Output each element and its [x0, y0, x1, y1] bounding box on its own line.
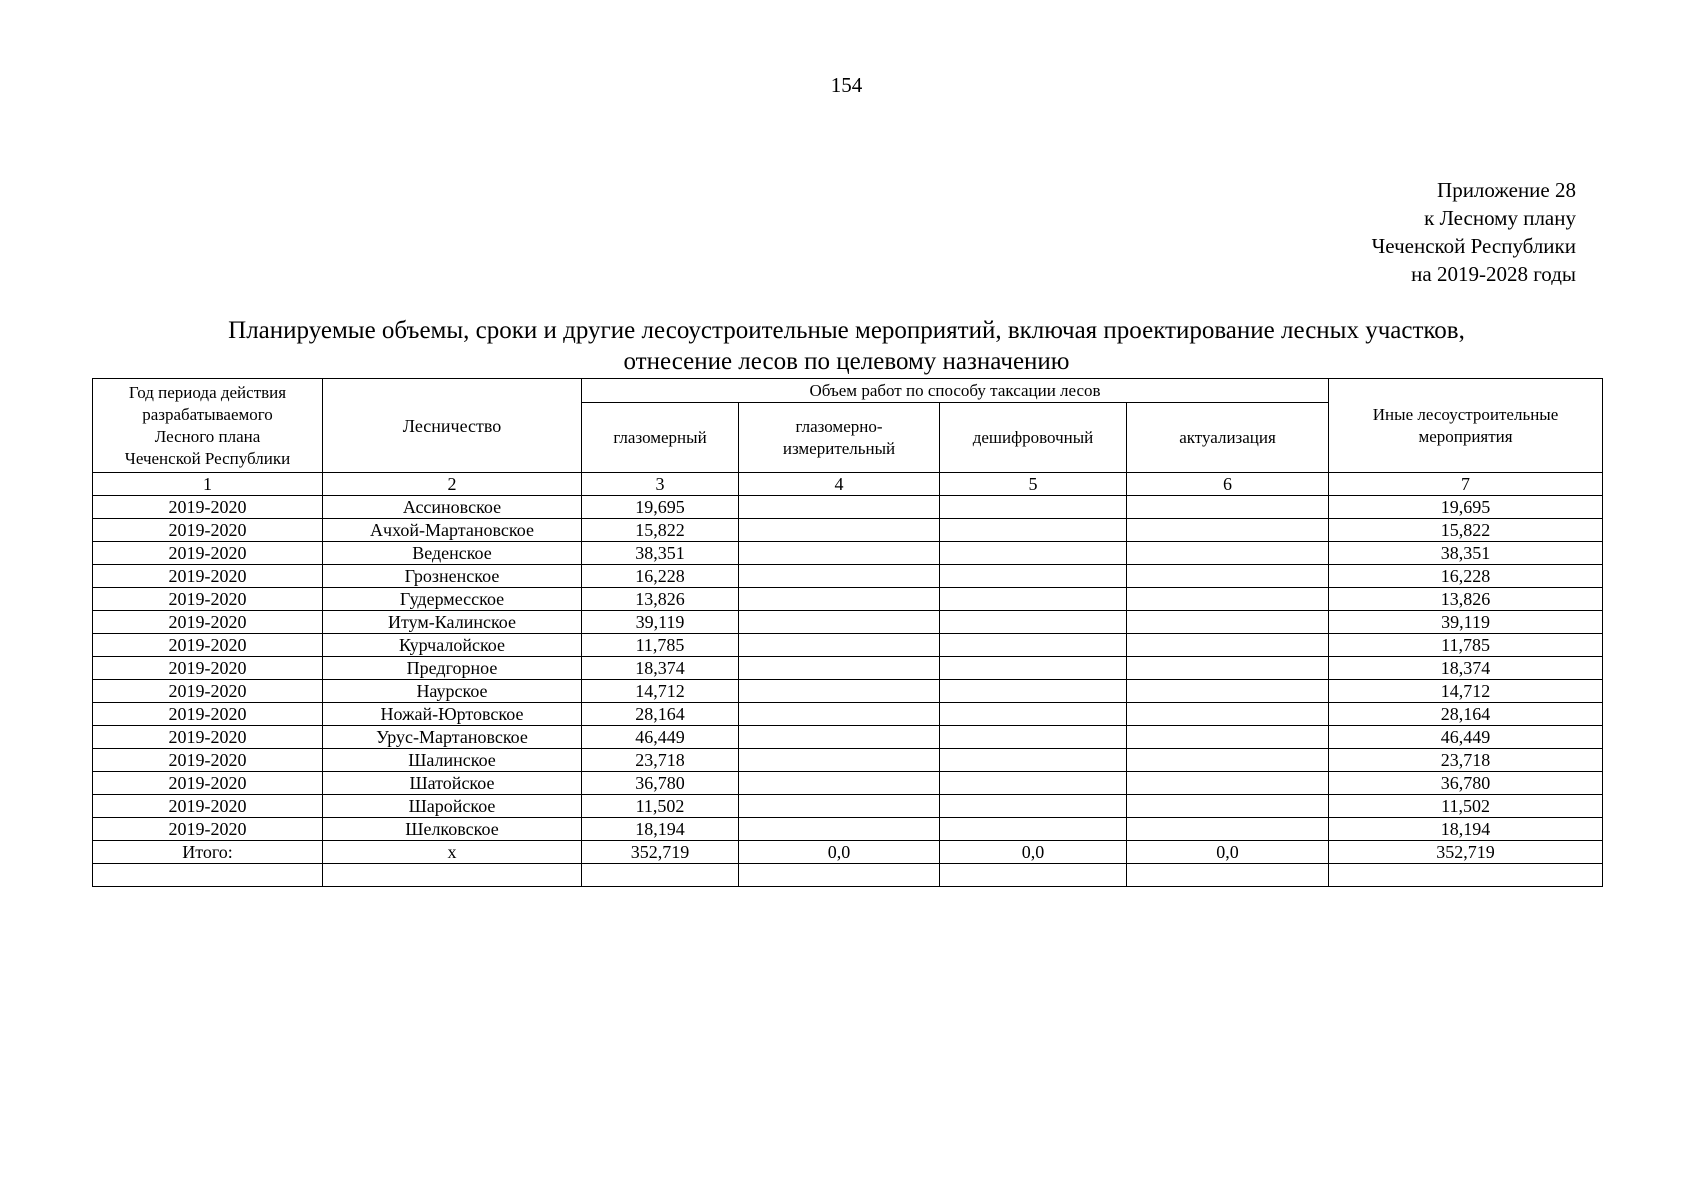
cell-actualization: [1127, 588, 1329, 611]
cell-year: 2019-2020: [93, 680, 323, 703]
cell-actualization: 0,0: [1127, 841, 1329, 864]
table-row: [93, 634, 1603, 657]
cell-year: 2019-2020: [93, 519, 323, 542]
column-number: 3: [582, 473, 739, 496]
cell-deciphering: [940, 795, 1127, 818]
cell-visual-measuring: [739, 818, 940, 841]
cell-other: [1329, 864, 1603, 887]
cell-visual: 11,785: [582, 634, 739, 657]
table-row: [93, 818, 1603, 841]
cell-year: 2019-2020: [93, 542, 323, 565]
header-visual-measuring: глазомерно- измерительный: [739, 403, 940, 473]
column-number: 1: [93, 473, 323, 496]
forest-management-table: [92, 378, 1603, 887]
table-row: [93, 542, 1603, 565]
cell-visual-measuring: [739, 634, 940, 657]
cell-forestry: Урус-Мартановское: [323, 726, 582, 749]
cell-other: 36,780: [1329, 772, 1603, 795]
header-forestry: Лесничество: [323, 379, 582, 473]
cell-actualization: [1127, 772, 1329, 795]
column-number: 5: [940, 473, 1127, 496]
cell-deciphering: [940, 680, 1127, 703]
cell-visual-measuring: [739, 726, 940, 749]
cell-visual: 14,712: [582, 680, 739, 703]
cell-forestry: [323, 864, 582, 887]
cell-visual-measuring: [739, 519, 940, 542]
cell-visual: 38,351: [582, 542, 739, 565]
cell-deciphering: [940, 611, 1127, 634]
cell-other: 14,712: [1329, 680, 1603, 703]
cell-visual: 23,718: [582, 749, 739, 772]
appendix-line: Приложение 28: [1437, 178, 1576, 202]
cell-year: 2019-2020: [93, 611, 323, 634]
cell-forestry: Итум-Калинское: [323, 611, 582, 634]
cell-actualization: [1127, 519, 1329, 542]
appendix-line: к Лесному плану: [1424, 206, 1576, 230]
cell-year: 2019-2020: [93, 703, 323, 726]
table-row: [93, 864, 1603, 887]
cell-visual-measuring: [739, 772, 940, 795]
table-row: [93, 726, 1603, 749]
cell-visual: 16,228: [582, 565, 739, 588]
cell-forestry: Веденское: [323, 542, 582, 565]
cell-year: 2019-2020: [93, 657, 323, 680]
cell-forestry: Шелковское: [323, 818, 582, 841]
cell-actualization: [1127, 703, 1329, 726]
table-row: [93, 749, 1603, 772]
table-row: [93, 588, 1603, 611]
cell-deciphering: [940, 726, 1127, 749]
cell-year: 2019-2020: [93, 634, 323, 657]
cell-visual: 19,695: [582, 496, 739, 519]
cell-deciphering: [940, 588, 1127, 611]
cell-visual: 39,119: [582, 611, 739, 634]
cell-actualization: [1127, 542, 1329, 565]
cell-actualization: [1127, 496, 1329, 519]
cell-other: 11,785: [1329, 634, 1603, 657]
cell-deciphering: [940, 772, 1127, 795]
cell-other: 18,194: [1329, 818, 1603, 841]
column-number: 7: [1329, 473, 1603, 496]
table-row: [93, 680, 1603, 703]
cell-forestry: Наурское: [323, 680, 582, 703]
cell-visual-measuring: [739, 611, 940, 634]
cell-year: Итого:: [93, 841, 323, 864]
cell-actualization: [1127, 864, 1329, 887]
cell-forestry: Курчалойское: [323, 634, 582, 657]
appendix-line: Чеченской Республики: [1371, 234, 1576, 258]
cell-visual-measuring: [739, 588, 940, 611]
cell-deciphering: [940, 864, 1127, 887]
cell-forestry: Шаройское: [323, 795, 582, 818]
cell-other: 39,119: [1329, 611, 1603, 634]
header-row: [93, 379, 1603, 403]
column-number: 6: [1127, 473, 1329, 496]
cell-year: 2019-2020: [93, 795, 323, 818]
cell-deciphering: [940, 519, 1127, 542]
table-row: [93, 772, 1603, 795]
cell-visual-measuring: 0,0: [739, 841, 940, 864]
cell-other: 46,449: [1329, 726, 1603, 749]
appendix-line: на 2019-2028 годы: [1411, 262, 1576, 286]
cell-visual: 11,502: [582, 795, 739, 818]
cell-forestry: Ассиновское: [323, 496, 582, 519]
cell-actualization: [1127, 749, 1329, 772]
cell-visual: 352,719: [582, 841, 739, 864]
header-other-activities: Иные лесоустроительные мероприятия: [1329, 379, 1603, 473]
table-row: [93, 496, 1603, 519]
cell-forestry: Предгорное: [323, 657, 582, 680]
cell-other: 16,228: [1329, 565, 1603, 588]
cell-deciphering: [940, 703, 1127, 726]
cell-visual-measuring: [739, 496, 940, 519]
cell-visual: 18,194: [582, 818, 739, 841]
cell-actualization: [1127, 726, 1329, 749]
cell-deciphering: [940, 634, 1127, 657]
cell-visual-measuring: [739, 657, 940, 680]
cell-visual-measuring: [739, 680, 940, 703]
header-group-volume: Объем работ по способу таксации лесов: [582, 379, 1329, 403]
appendix-note: [1372, 176, 1576, 288]
cell-visual: 13,826: [582, 588, 739, 611]
table-row: [93, 565, 1603, 588]
cell-visual-measuring: [739, 542, 940, 565]
cell-forestry: Ножай-Юртовское: [323, 703, 582, 726]
cell-deciphering: [940, 818, 1127, 841]
cell-year: 2019-2020: [93, 588, 323, 611]
cell-other: 38,351: [1329, 542, 1603, 565]
cell-actualization: [1127, 680, 1329, 703]
cell-visual-measuring: [739, 703, 940, 726]
column-number: 4: [739, 473, 940, 496]
cell-visual-measuring: [739, 795, 940, 818]
cell-actualization: [1127, 611, 1329, 634]
title-line: отнесение лесов по целевому назначению: [623, 348, 1070, 375]
document-title: [0, 315, 1693, 377]
cell-deciphering: [940, 749, 1127, 772]
header-year: Год периода действия разрабатываемого Лесного плана Чеченской Республики: [93, 379, 323, 473]
column-number: 2: [323, 473, 582, 496]
cell-year: 2019-2020: [93, 772, 323, 795]
cell-year: 2019-2020: [93, 565, 323, 588]
cell-visual-measuring: [739, 565, 940, 588]
cell-visual-measuring: [739, 864, 940, 887]
cell-other: 13,826: [1329, 588, 1603, 611]
cell-visual: 46,449: [582, 726, 739, 749]
cell-deciphering: [940, 542, 1127, 565]
table-row: [93, 703, 1603, 726]
cell-visual: 18,374: [582, 657, 739, 680]
cell-actualization: [1127, 795, 1329, 818]
cell-other: 352,719: [1329, 841, 1603, 864]
page-number: 154: [830, 73, 863, 97]
cell-forestry: х: [323, 841, 582, 864]
header-actualization: актуализация: [1127, 403, 1329, 473]
cell-forestry: Ачхой-Мартановское: [323, 519, 582, 542]
cell-year: [93, 864, 323, 887]
cell-actualization: [1127, 634, 1329, 657]
cell-deciphering: [940, 565, 1127, 588]
cell-other: 15,822: [1329, 519, 1603, 542]
cell-deciphering: [940, 657, 1127, 680]
cell-visual: 15,822: [582, 519, 739, 542]
table-row: [93, 841, 1603, 864]
cell-year: 2019-2020: [93, 818, 323, 841]
cell-other: 18,374: [1329, 657, 1603, 680]
header-visual: глазомерный: [582, 403, 739, 473]
cell-year: 2019-2020: [93, 496, 323, 519]
cell-deciphering: 0,0: [940, 841, 1127, 864]
cell-deciphering: [940, 496, 1127, 519]
table-row: [93, 657, 1603, 680]
cell-visual: 28,164: [582, 703, 739, 726]
cell-other: 28,164: [1329, 703, 1603, 726]
table-row: [93, 611, 1603, 634]
title-line: Планируемые объемы, сроки и другие лесоустроительные мероприятий, включая проектирование лесных участков,: [228, 317, 1465, 344]
cell-forestry: Шатойское: [323, 772, 582, 795]
column-number-row: [93, 473, 1603, 496]
cell-forestry: Гудермесское: [323, 588, 582, 611]
table-row: [93, 795, 1603, 818]
cell-visual-measuring: [739, 749, 940, 772]
cell-other: 23,718: [1329, 749, 1603, 772]
table-row: [93, 519, 1603, 542]
cell-visual: 36,780: [582, 772, 739, 795]
cell-year: 2019-2020: [93, 749, 323, 772]
cell-forestry: Шалинское: [323, 749, 582, 772]
cell-forestry: Грозненское: [323, 565, 582, 588]
cell-other: 11,502: [1329, 795, 1603, 818]
cell-actualization: [1127, 657, 1329, 680]
cell-actualization: [1127, 818, 1329, 841]
cell-other: 19,695: [1329, 496, 1603, 519]
header-deciphering: дешифровочный: [940, 403, 1127, 473]
cell-visual: [582, 864, 739, 887]
cell-year: 2019-2020: [93, 726, 323, 749]
cell-actualization: [1127, 565, 1329, 588]
